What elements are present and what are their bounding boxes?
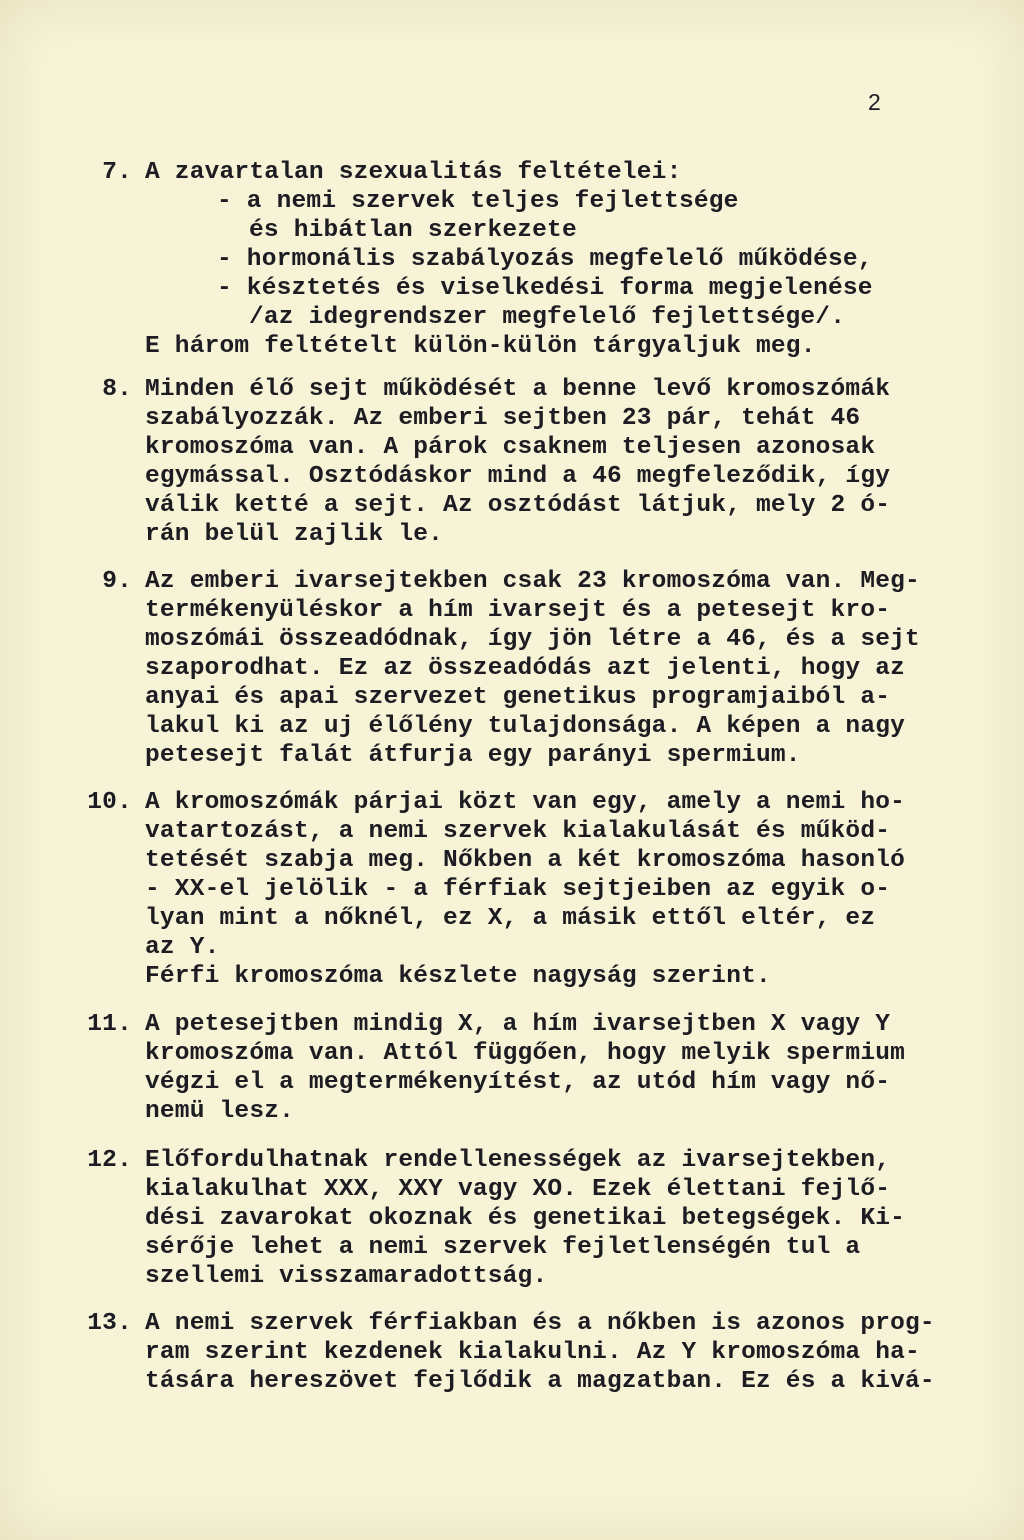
text-line: sérője lehet a nemi szervek fejletlenségén tul a bbox=[145, 1234, 861, 1261]
text-line: és hibátlan szerkezete bbox=[249, 217, 577, 244]
text-line: - XX-el jelölik - a férfiak sejtjeiben az egyik o- bbox=[145, 876, 891, 903]
text-line: végzi el a megtermékenyítést, az utód hím vagy nő- bbox=[145, 1069, 891, 1096]
paragraph-body bbox=[145, 375, 935, 549]
text-line: lyan mint a nőknél, ez X, a másik ettől eltér, ez bbox=[145, 905, 876, 932]
paragraph-number: 7. bbox=[102, 159, 132, 186]
text-line: vatartozást, a nemi szervek kialakulását és működ- bbox=[145, 818, 891, 845]
page-number: 2 bbox=[868, 89, 881, 115]
text-line: szaporodhat. Ez az összeadódás azt jelenti, hogy az bbox=[145, 655, 906, 682]
paragraph-number: 8. bbox=[102, 376, 132, 403]
text-line: szabályozzák. Az emberi sejtben 23 pár, tehát 46 bbox=[145, 405, 861, 432]
text-line: anyai és apai szervezet genetikus programjaiból a- bbox=[145, 684, 891, 711]
text-line: Az emberi ivarsejtekben csak 23 kromoszóma van. Meg- bbox=[145, 568, 920, 595]
paragraph-body bbox=[145, 567, 935, 770]
text-line: lakul ki az uj élőlény tulajdonsága. A képen a nagy bbox=[145, 713, 906, 740]
text-line: - a nemi szervek teljes fejlettsége bbox=[217, 188, 739, 215]
text-line: Férfi kromoszóma készlete nagyság szerint. bbox=[145, 963, 771, 990]
text-line: tására hereszövet fejlődik a magzatban. Ez és a kivá- bbox=[145, 1368, 935, 1395]
paragraph-body bbox=[145, 1309, 935, 1396]
paragraph-body bbox=[145, 1146, 935, 1291]
paragraph-number: 13. bbox=[87, 1310, 132, 1337]
text-line: tetését szabja meg. Nőkben a két kromoszóma hasonló bbox=[145, 847, 906, 874]
text-line: Minden élő sejt működését a benne levő kromoszómák bbox=[145, 376, 891, 403]
text-line: A nemi szervek férfiakban és a nőkben is azonos prog- bbox=[145, 1310, 935, 1337]
text-line: rán belül zajlik le. bbox=[145, 521, 444, 548]
text-line: A kromoszómák párjai közt van egy, amely a nemi ho- bbox=[145, 789, 906, 816]
paragraph-body bbox=[145, 158, 935, 361]
text-line: szellemi visszamaradottság. bbox=[145, 1263, 548, 1290]
text-line: termékenyüléskor a hím ivarsejt és a petesejt kro- bbox=[145, 597, 891, 624]
paragraph-number: 12. bbox=[87, 1147, 132, 1174]
text-line: egymással. Osztódáskor mind a 46 megfeleződik, így bbox=[145, 463, 891, 490]
paragraph-number: 9. bbox=[102, 568, 132, 595]
text-line: - hormonális szabályozás megfelelő működése, bbox=[217, 246, 873, 273]
paragraph-body bbox=[145, 1010, 935, 1126]
text-line: A zavartalan szexualitás feltételei: bbox=[145, 159, 682, 186]
paragraph-body bbox=[145, 788, 935, 991]
text-line: Előfordulhatnak rendellenességek az ivarsejtekben, bbox=[145, 1147, 891, 1174]
text-line: az Y. bbox=[145, 934, 220, 961]
text-line: kromoszóma van. A párok csaknem teljesen azonosak bbox=[145, 434, 876, 461]
paragraph-number: 10. bbox=[87, 789, 132, 816]
paragraph-number: 11. bbox=[87, 1011, 132, 1038]
text-line: A petesejtben mindig X, a hím ivarsejtben X vagy Y bbox=[145, 1011, 891, 1038]
text-line: petesejt falát átfurja egy parányi spermium. bbox=[145, 742, 801, 769]
text-line: nemü lesz. bbox=[145, 1098, 295, 1125]
text-line: dési zavarokat okoznak és genetikai betegségek. Ki- bbox=[145, 1205, 906, 1232]
text-line: moszómái összeadódnak, így jön létre a 46, és a sejt bbox=[145, 626, 920, 653]
text-line: E három feltételt külön-külön tárgyaljuk meg. bbox=[145, 333, 816, 360]
text-line: kialakulhat XXX, XXY vagy XO. Ezek élettani fejlő- bbox=[145, 1176, 891, 1203]
text-line: - késztetés és viselkedési forma megjelenése bbox=[217, 275, 873, 302]
text-line: kromoszóma van. Attól függően, hogy melyik spermium bbox=[145, 1040, 906, 1067]
text-line: /az idegrendszer megfelelő fejlettsége/. bbox=[249, 304, 846, 331]
text-line: válik ketté a sejt. Az osztódást látjuk, mely 2 ó- bbox=[145, 492, 891, 519]
text-line: ram szerint kezdenek kialakulni. Az Y kromoszóma ha- bbox=[145, 1339, 920, 1366]
